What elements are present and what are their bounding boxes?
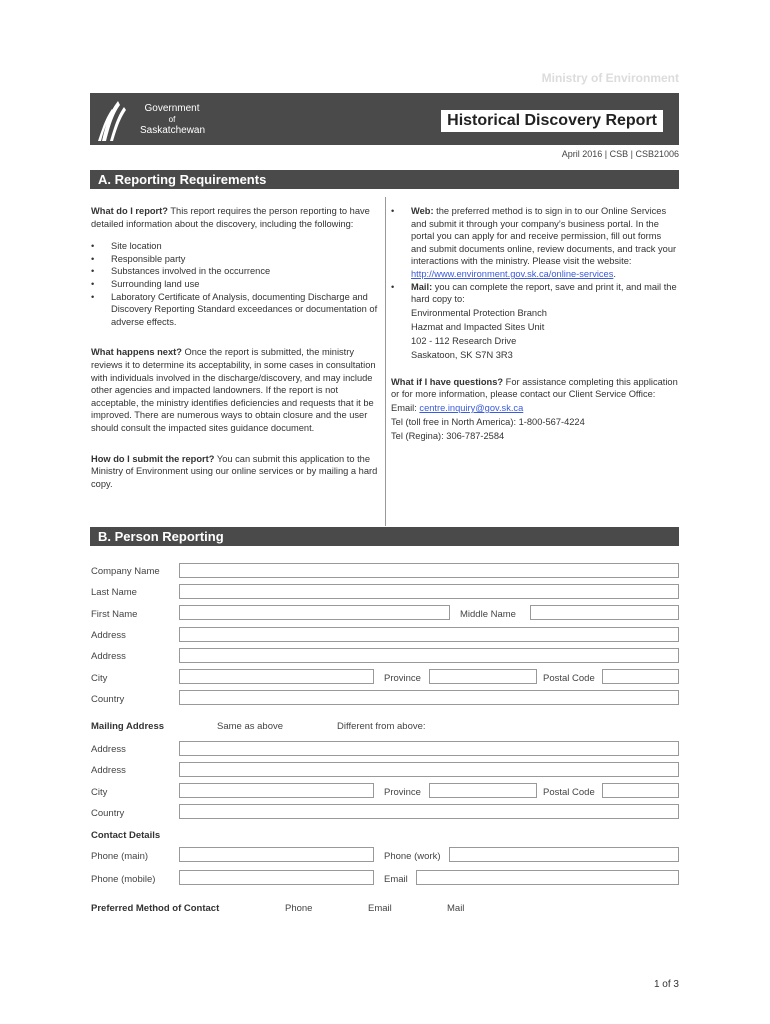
email-line [391,401,679,415]
q1-text: This report requires the person reporting to have detailed information about the discovery, including the following: [91,206,370,229]
email-field-input[interactable] [416,870,679,885]
address-2-label: Address [91,651,126,662]
contact-details-label: Contact Details [91,830,161,841]
email-field-label: Email [384,874,408,885]
phone-main-input[interactable] [179,847,374,862]
address-line: 102 - 112 Research Drive [411,335,517,346]
web-end: . [613,268,616,279]
country-input[interactable] [179,690,679,705]
email-label: Email: [391,402,420,413]
document-title: Historical Discovery Report [441,110,663,132]
mailing-address-2-label: Address [91,765,126,776]
online-services-link[interactable]: http://www.environment.gov.sk.ca/online-services [411,268,614,279]
mailing-country-input[interactable] [179,804,679,819]
list-item: • Laboratory Certificate of Analysis, documenting Discharge and Discovery Reporting Standard exceedances or documentation of adverse effects. [91,291,381,329]
address-1-input[interactable] [179,627,679,642]
phone-mobile-label: Phone (mobile) [91,874,156,885]
q2-label: What happens next? [91,347,182,358]
header-banner [90,93,679,145]
contact-mail-option[interactable]: Mail [447,903,465,914]
address-line: Saskatoon, SK S7N 3R3 [411,349,513,360]
mailing-address-1-input[interactable] [179,741,679,756]
city-input[interactable] [179,669,374,684]
phone-main-label: Phone (main) [91,851,149,862]
page-number: 1 of 3 [653,979,679,990]
last-name-input[interactable] [179,584,679,599]
company-name-label: Company Name [91,566,160,577]
list-item: • Responsible party [91,253,381,266]
province-input[interactable] [429,669,537,684]
q3-paragraph [91,453,381,491]
mail-label: Mail: [411,281,433,292]
mailing-city-input[interactable] [179,783,374,798]
q3-label: How do I submit the report? [91,453,215,464]
first-name-input[interactable] [179,605,450,620]
mailing-province-label: Province [384,787,421,798]
web-label: Web: [411,206,434,216]
logo-line-3: Saskatchewan [140,125,206,136]
column-divider [385,197,386,526]
logo-wordmark [140,103,204,137]
section-a-left-column [91,205,381,500]
middle-name-label: Middle Name [460,609,516,620]
phone-work-input[interactable] [449,847,679,862]
mailing-address-1-label: Address [91,744,126,755]
list-item [391,205,679,281]
q4-text: For assistance completing this application or for more information, please contact our Client Service Office: [391,376,678,400]
list-item: • Substances involved in the occurrence [91,265,381,278]
web-text: the preferred method is to sign in to our Online Services and submit it through your company’s business portal. In the portal you can apply for and receive permission, fill out forms and submit documents online, review documents, and track your interactions with the ministry. Please visit the website: [411,206,677,267]
address-line: Hazmat and Impacted Sites Unit [411,321,545,332]
q2-paragraph [91,346,381,434]
submit-methods-list [391,205,679,362]
email-link[interactable]: centre.inquiry@gov.sk.ca [419,402,524,413]
phone-work-label: Phone (work) [384,851,441,862]
phone-mobile-input[interactable] [179,870,374,885]
last-name-label: Last Name [91,587,137,598]
logo-line-1: Government [144,103,200,114]
tel-toll-free: Tel (toll free in North America): 1-800-567-4224 [391,416,585,427]
address-1-label: Address [91,630,126,641]
address-line: Environmental Protection Branch [411,307,547,318]
postal-code-input[interactable] [602,669,679,684]
company-name-input[interactable] [179,563,679,578]
mailing-address-2-input[interactable] [179,762,679,777]
government-logo [96,99,216,141]
mailing-postal-code-label: Postal Code [543,787,595,798]
mailing-address-label: Mailing Address [91,721,165,732]
mailing-postal-code-input[interactable] [602,783,679,798]
list-item: • Site location [91,240,381,253]
q3-text: You can submit this application to the Ministry of Environment using our online services or by mailing a hard copy. [91,453,378,489]
province-label: Province [384,673,421,684]
mailing-city-label: City [91,787,108,798]
city-label: City [91,673,108,684]
section-b-heading: B. Person Reporting [90,527,679,546]
wheat-logo-icon [96,99,136,143]
list-item: • Surrounding land use [91,278,381,291]
preferred-method-label: Preferred Method of Contact [91,903,220,914]
same-as-above-option[interactable]: Same as above [217,721,284,732]
q4-paragraph [391,376,679,401]
mailing-province-input[interactable] [429,783,537,798]
contact-email-option[interactable]: Email [368,903,392,914]
logo-line-2: of [168,115,176,124]
list-item [391,281,679,362]
q1-list [91,240,381,328]
first-name-label: First Name [91,609,138,620]
mailing-country-label: Country [91,808,125,819]
section-a-heading: A. Reporting Requirements [90,170,679,189]
country-label: Country [91,694,125,705]
q2-text: Once the report is submitted, the ministry reviews it to determine its acceptability, in some cases in consultation with individuals involved in the discharge/discovery, and may include other agencies and impacted landowners. If the report is not acceptable, the ministry identifies deficiencies and requests that it be improved. There are numerous ways to obtain closure and the user should consult the impacted sites guidance document. [91,347,376,433]
mail-text: you can complete the report, save and print it, and mail the hard copy to: [411,281,677,305]
contact-phone-option[interactable]: Phone [285,903,313,914]
different-from-above-option[interactable]: Different from above: [337,721,426,732]
middle-name-input[interactable] [530,605,679,620]
q1-label: What do I report? [91,206,168,216]
document-info: April 2016 | CSB | CSB21006 [561,149,679,159]
ministry-name: Ministry of Environment [541,71,679,85]
section-a-right-column [391,205,679,443]
postal-code-label: Postal Code [543,673,595,684]
q4-label: What if I have questions? [391,376,504,387]
tel-regina: Tel (Regina): 306-787-2584 [391,430,505,441]
q1-paragraph [91,205,381,230]
address-2-input[interactable] [179,648,679,663]
